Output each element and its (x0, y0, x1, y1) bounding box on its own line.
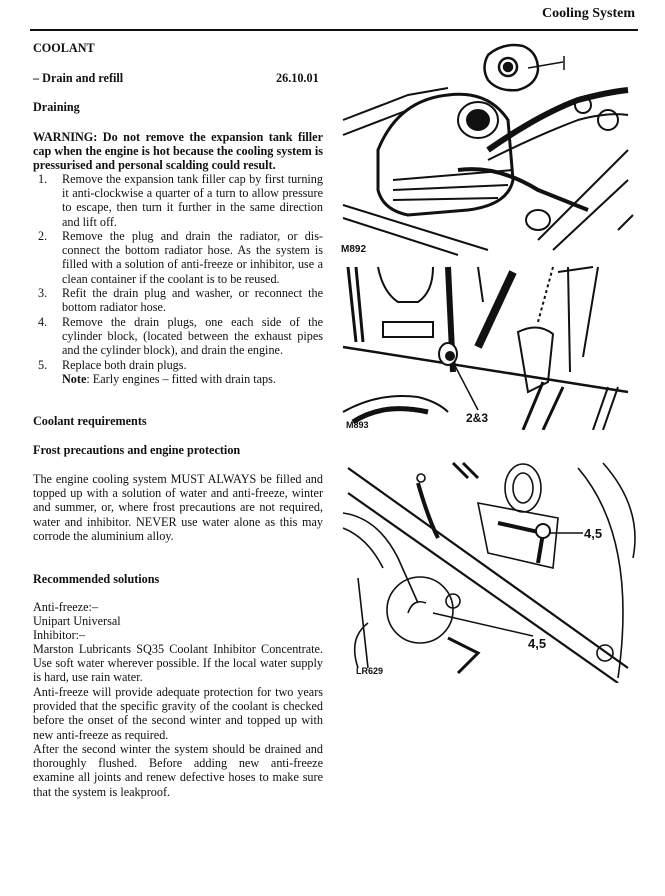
step-text: Remove the drain plugs, one each side of the cylinder block, (located between the exhaust pipes and the cylinder block), and drain the engine. (62, 315, 323, 358)
section-title: Cooling System (542, 6, 635, 21)
drain-plug (439, 343, 457, 365)
frost-heading: Frost precautions and engine protection (33, 443, 241, 457)
flush-text: After the second winter the system should be drained and thoroughly flushed. Before adding new anti-freeze examine all joints and renew defective hoses to make sure that the system is leakproof. (33, 742, 323, 799)
step-text: Remove the plug and drain the radiator, or dis-connect the bottom radiator hose. As the system is filled with a solution of anti-freeze or inhibitor, use a clean container if the coolant is to be reused. (62, 229, 323, 286)
step-5 (33, 358, 323, 372)
solutions-heading: Recommended solutions (33, 572, 160, 586)
step-2 (33, 229, 323, 286)
step-number: 5. (38, 358, 48, 372)
protection-text: Anti-freeze will provide adequate protection for two years provided that the specific gravity of the coolant is checked before the onset of the second winter and topped up with new anti-freeze as required. (33, 685, 323, 742)
step-1 (33, 172, 323, 229)
draining-heading: Draining (33, 100, 80, 114)
figure-id: LR629 (356, 666, 384, 676)
step-number: 4. (38, 315, 48, 329)
antifreeze-label: Anti-freeze:– (33, 600, 98, 614)
page-title: COOLANT (33, 41, 95, 55)
figure-id: M893 (346, 420, 369, 430)
figure-expansion-tank (338, 40, 638, 258)
figure-id: M892 (341, 244, 367, 255)
frost-text: The engine cooling system MUST ALWAYS be filled and topped up with a solution of water and anti-freeze, winter and summer, or, where frost precautions are not required, water and inhibitor. NEVER use water alone as this may corrode the aluminium alloy. (33, 472, 323, 543)
coolant-requirements-heading: Coolant requirements (33, 414, 147, 428)
inhibitor-product: Marston Lubricants SQ35 Coolant Inhibitor Concentrate. Use soft water wherever possible. If the local water supply is hard, use rain water. (33, 642, 323, 685)
callout-leader (453, 362, 478, 410)
step-text: Replace both drain plugs. (62, 358, 187, 372)
callout-4-5-lower: 4,5 (528, 636, 547, 651)
step-text: Remove the expansion tank filler cap by first turning it anti-clockwise a quarter of a turn to allow pressure to escape, then turn it further in the same direction and lift off. (62, 172, 323, 229)
step-4 (33, 315, 323, 358)
figure-radiator-drain (338, 262, 638, 430)
figure-cylinder-block-drain (338, 458, 638, 683)
step-3 (33, 286, 323, 314)
note (62, 372, 276, 386)
warning-text: WARNING: Do not remove the expansion tank filler cap when the engine is hot because the cooling system is pressurised and personal scalding could result. (33, 130, 323, 173)
drain-plug (536, 524, 550, 538)
operation-label: – Drain and refill (33, 71, 124, 85)
step-text: Refit the drain plug and washer, or reconnect the bottom radiator hose. (62, 286, 323, 315)
operation-code: 26.10.01 (276, 71, 319, 85)
header-rule (30, 29, 638, 31)
step-number: 3. (38, 286, 48, 300)
callout-4-5-upper: 4,5 (584, 526, 603, 541)
note-label: Note (62, 372, 87, 386)
step-number: 1. (38, 172, 48, 186)
note-text: : Early engines – fitted with drain taps. (86, 372, 276, 386)
antifreeze-product: Unipart Universal (33, 614, 121, 628)
inhibitor-label: Inhibitor:– (33, 628, 86, 642)
callout-2-3: 2&3 (466, 411, 489, 425)
step-number: 2. (38, 229, 48, 243)
